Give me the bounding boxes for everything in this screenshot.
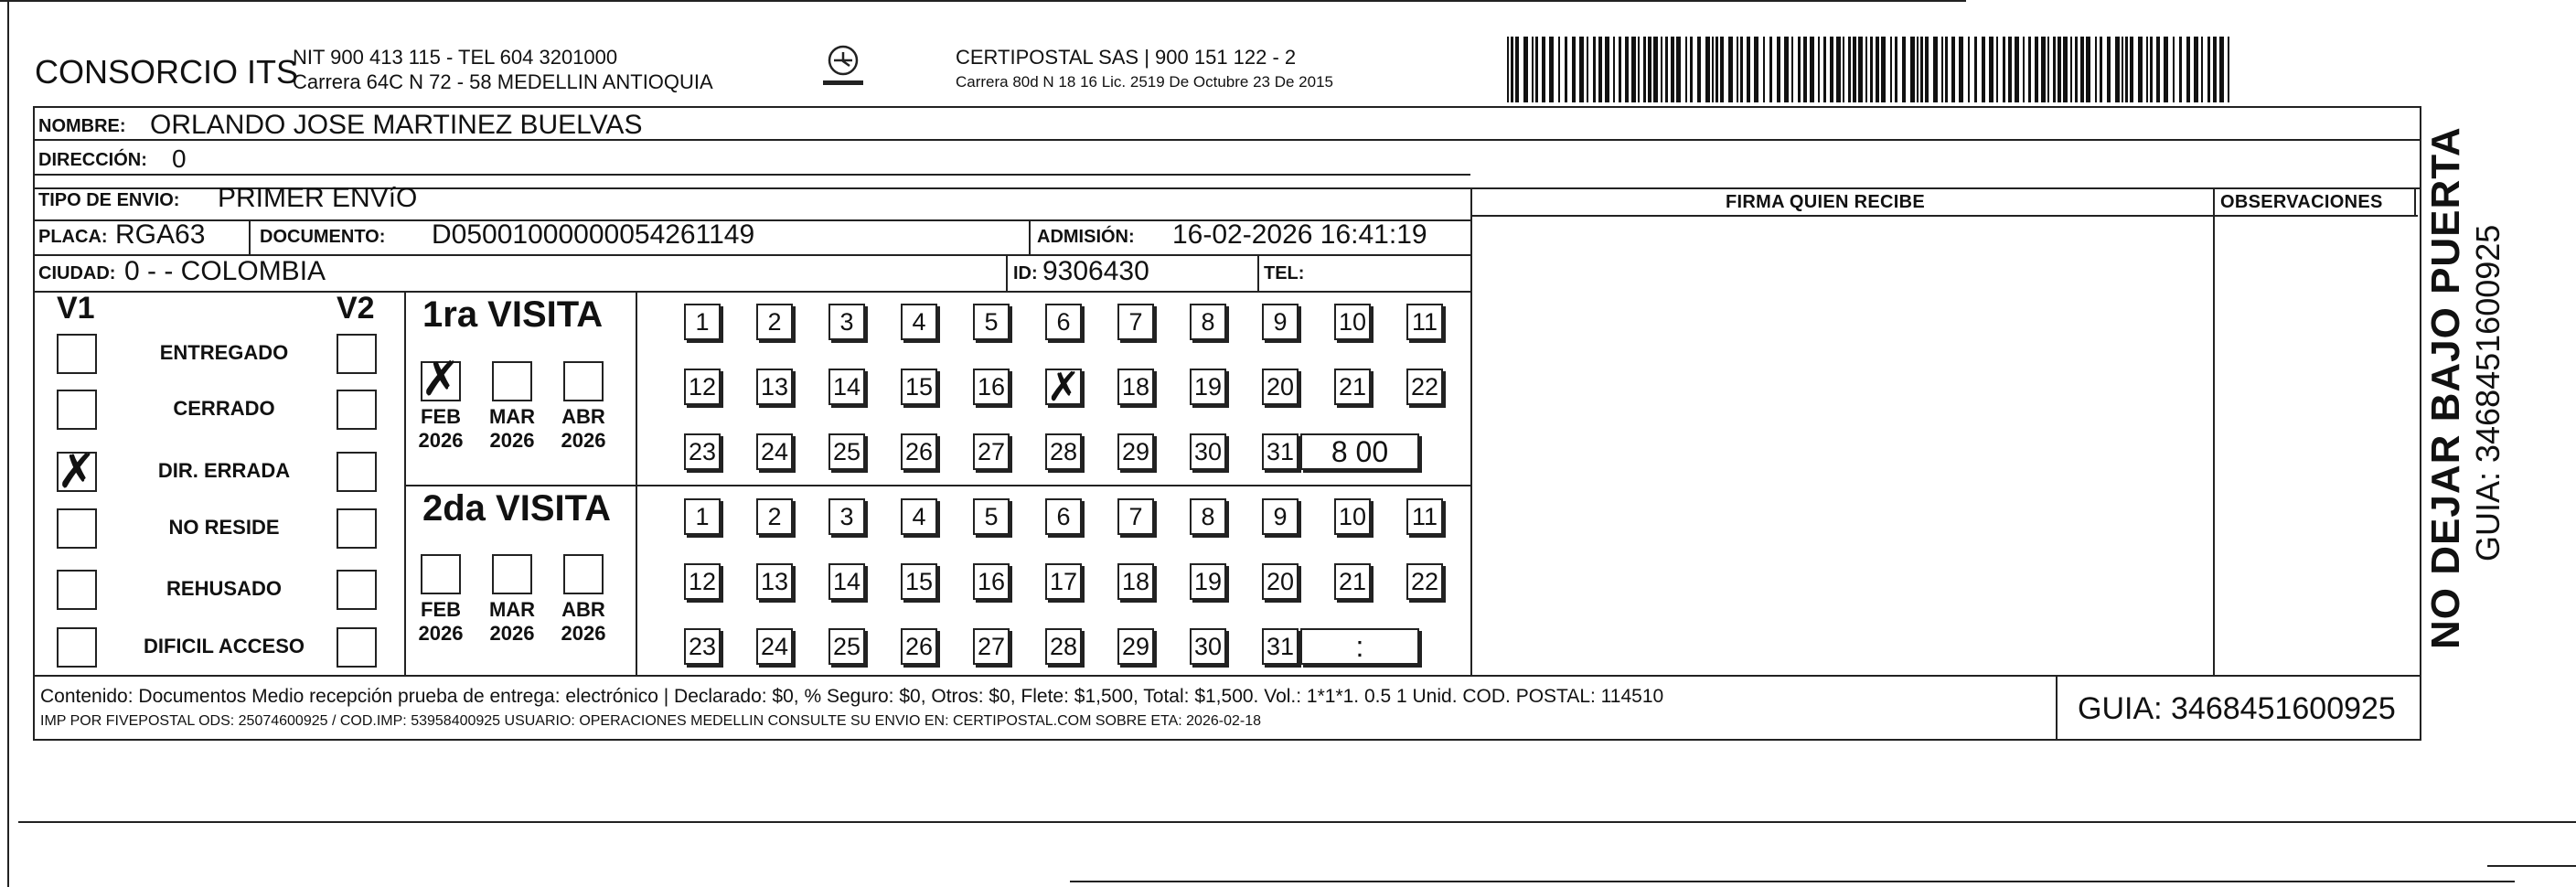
month-checkbox[interactable] xyxy=(492,554,532,594)
placa-label: PLACA: xyxy=(38,227,108,247)
second-visit-title: 2da VISITA xyxy=(422,488,611,529)
nombre-value: ORLANDO JOSE MARTINEZ BUELVAS xyxy=(150,110,643,140)
status-label: ENTREGADO xyxy=(159,341,289,364)
v1-check-mark: ✗ xyxy=(57,444,97,499)
day-box[interactable]: 31 xyxy=(1262,433,1299,470)
month-label: ABR xyxy=(561,598,605,621)
month-checkbox[interactable] xyxy=(563,361,604,401)
day-box[interactable]: 11 xyxy=(1406,498,1443,535)
day-box[interactable]: 27 xyxy=(973,433,1010,470)
first-visit-title: 1ra VISITA xyxy=(422,294,604,335)
v1-checkbox[interactable] xyxy=(57,334,97,374)
month-label: MAR xyxy=(488,598,536,621)
time-box[interactable]: 8 00 xyxy=(1300,433,1419,470)
day-box[interactable]: 18 xyxy=(1117,563,1154,600)
day-box[interactable]: 17 xyxy=(1045,563,1082,600)
day-box[interactable]: 14 xyxy=(828,563,865,600)
day-box[interactable]: 14 xyxy=(828,369,865,405)
top-edge-line xyxy=(0,0,1966,2)
status-label: REHUSADO xyxy=(166,577,282,600)
day-box[interactable]: 8 xyxy=(1190,498,1226,535)
documento-label: DOCUMENTO: xyxy=(260,227,386,247)
v2-label: V2 xyxy=(337,291,375,326)
month-check-mark: ✗ xyxy=(421,352,461,407)
day-box[interactable]: 28 xyxy=(1045,433,1082,470)
day-box[interactable]: 30 xyxy=(1190,433,1226,470)
day-box[interactable]: 10 xyxy=(1334,498,1371,535)
day-box[interactable]: 29 xyxy=(1117,433,1154,470)
certipostal-logo xyxy=(821,44,865,90)
right-bottom-edge xyxy=(2487,865,2576,867)
direccion-label: DIRECCIÓN: xyxy=(38,150,147,170)
day-box[interactable]: 23 xyxy=(684,628,721,665)
day-box[interactable]: 12 xyxy=(684,369,721,405)
tel-label: TEL: xyxy=(1264,263,1305,283)
month-checkbox[interactable] xyxy=(563,554,604,594)
v1-label: V1 xyxy=(57,291,95,326)
day-box[interactable]: 1 xyxy=(684,304,721,340)
day-box[interactable]: 10 xyxy=(1334,304,1371,340)
day-box[interactable]: 11 xyxy=(1406,304,1443,340)
day-box[interactable]: 25 xyxy=(828,628,865,665)
v2-checkbox[interactable] xyxy=(337,390,377,430)
status-label: DIFICIL ACCESO xyxy=(143,635,305,657)
id-label: ID: xyxy=(1013,263,1038,283)
day-box[interactable]: 3 xyxy=(828,304,865,340)
day-box[interactable]: 26 xyxy=(901,433,937,470)
month-year: 2026 xyxy=(489,622,535,645)
day-box[interactable]: 4 xyxy=(901,304,937,340)
day-box[interactable]: 20 xyxy=(1262,563,1299,600)
month-year: 2026 xyxy=(418,622,464,645)
day-box[interactable]: 15 xyxy=(901,563,937,600)
month-checkbox[interactable] xyxy=(421,554,461,594)
admision-label: ADMISIÓN: xyxy=(1037,227,1135,247)
day-box[interactable]: 30 xyxy=(1190,628,1226,665)
day-box[interactable]: 18 xyxy=(1117,369,1154,405)
day-box[interactable]: 3 xyxy=(828,498,865,535)
day-box[interactable]: 7 xyxy=(1117,304,1154,340)
day-box[interactable]: 24 xyxy=(756,433,793,470)
bottom-edge-line xyxy=(1070,881,2515,882)
day-box[interactable]: 9 xyxy=(1262,304,1299,340)
day-box[interactable]: 21 xyxy=(1334,369,1371,405)
v1-checkbox[interactable] xyxy=(57,627,97,668)
lower-margin-line xyxy=(18,821,2576,823)
ciudad-label: CIUDAD: xyxy=(38,263,116,283)
v2-checkbox[interactable] xyxy=(337,570,377,610)
placa-value: RGA63 xyxy=(115,219,206,250)
day-box[interactable]: ✗ xyxy=(1046,364,1081,410)
day-box[interactable]: 22 xyxy=(1406,563,1443,600)
firma-header: FIRMA QUIEN RECIBE xyxy=(1726,192,1925,212)
admision-value: 16-02-2026 16:41:19 xyxy=(1172,219,1427,250)
company-name: CONSORCIO ITS xyxy=(35,53,299,91)
day-box[interactable]: 22 xyxy=(1406,369,1443,405)
day-box[interactable]: 16 xyxy=(973,563,1010,600)
observaciones-header: OBSERVACIONES xyxy=(2220,192,2383,212)
day-box[interactable]: 23 xyxy=(684,433,721,470)
month-checkbox[interactable] xyxy=(492,361,532,401)
v1-checkbox[interactable] xyxy=(57,390,97,430)
day-box[interactable]: 15 xyxy=(901,369,937,405)
day-box[interactable]: 26 xyxy=(901,628,937,665)
no-dejar-bajo-puerta: NO DEJAR BAJO PUERTA xyxy=(2423,126,2468,649)
month-year: 2026 xyxy=(561,622,606,645)
v1-checkbox[interactable] xyxy=(57,570,97,610)
documento-value: D05001000000054261149 xyxy=(432,219,755,250)
left-edge-line xyxy=(7,0,9,887)
day-box[interactable]: 19 xyxy=(1190,563,1226,600)
v2-checkbox[interactable] xyxy=(337,452,377,492)
v1-checkbox[interactable] xyxy=(57,508,97,549)
status-label: CERRADO xyxy=(173,397,275,420)
day-box[interactable]: 6 xyxy=(1045,304,1082,340)
day-box[interactable]: 13 xyxy=(756,369,793,405)
day-box[interactable]: 2 xyxy=(756,304,793,340)
day-box[interactable]: 16 xyxy=(973,369,1010,405)
guia-box-text: GUIA: 3468451600925 xyxy=(2078,691,2396,726)
v2-checkbox[interactable] xyxy=(337,627,377,668)
day-box[interactable]: 25 xyxy=(828,433,865,470)
day-box[interactable]: 8 xyxy=(1190,304,1226,340)
v2-checkbox[interactable] xyxy=(337,508,377,549)
nombre-label: NOMBRE: xyxy=(38,116,126,136)
address-line: Carrera 64C N 72 - 58 MEDELLIN ANTIOQUIA xyxy=(293,70,713,93)
day-box[interactable]: 12 xyxy=(684,563,721,600)
side-text-block xyxy=(2423,18,2551,649)
day-box[interactable]: 1 xyxy=(684,498,721,535)
contenido-line: Contenido: Documentos Medio recepción prueba de entrega: electrónico | Declarado: $0, % Seguro: $0, Otros: $0, Flete: $1,500, Total: $1,500. Vol.: 1*1*1. 0.5 1 Unid. COD. POSTAL: 114510 xyxy=(40,686,1664,707)
month-year: 2026 xyxy=(418,429,464,452)
day-box[interactable]: 24 xyxy=(756,628,793,665)
month-year: 2026 xyxy=(561,429,606,452)
month-year: 2026 xyxy=(489,429,535,452)
month-label: ABR xyxy=(561,405,605,428)
barcode xyxy=(1507,37,2239,102)
day-box[interactable]: 9 xyxy=(1262,498,1299,535)
day-box[interactable]: 31 xyxy=(1262,628,1299,665)
day-box[interactable]: 29 xyxy=(1117,628,1154,665)
day-box[interactable]: 21 xyxy=(1334,563,1371,600)
month-label: FEB xyxy=(421,598,461,621)
day-box[interactable]: 28 xyxy=(1045,628,1082,665)
day-box[interactable]: 5 xyxy=(973,498,1010,535)
day-box[interactable]: 4 xyxy=(901,498,937,535)
day-box[interactable]: 6 xyxy=(1045,498,1082,535)
day-box[interactable]: 2 xyxy=(756,498,793,535)
status-label: NO RESIDE xyxy=(168,516,280,539)
month-label: FEB xyxy=(421,405,461,428)
tipo-label: TIPO DE ENVIO: xyxy=(38,190,180,210)
day-box[interactable]: 19 xyxy=(1190,369,1226,405)
day-box[interactable]: 13 xyxy=(756,563,793,600)
side-guia: GUIA: 3468451600925 xyxy=(2469,224,2507,561)
tipo-value: PRIMER ENVíO xyxy=(218,183,418,213)
day-box[interactable]: 7 xyxy=(1117,498,1154,535)
nit-line: NIT 900 413 115 - TEL 604 3201000 xyxy=(293,46,618,69)
day-box[interactable]: 27 xyxy=(973,628,1010,665)
time-box[interactable]: : xyxy=(1300,628,1419,665)
courier-line: CERTIPOSTAL SAS | 900 151 122 - 2 xyxy=(956,46,1297,69)
status-label: DIR. ERRADA xyxy=(157,459,291,482)
license-line: Carrera 80d N 18 16 Lic. 2519 De Octubre 23 De 2015 xyxy=(956,73,1333,91)
month-label: MAR xyxy=(488,405,536,428)
day-box[interactable]: 5 xyxy=(973,304,1010,340)
imp-line: IMP POR FIVEPOSTAL ODS: 25074600925 / COD.IMP: 53958400925 USUARIO: OPERACIONES MEDELLIN CONSULTE SU ENVIO EN: CERTIPOSTAL.COM SOBRE ETA: 2026-02-18 xyxy=(40,713,1261,729)
id-value: 9306430 xyxy=(1042,256,1149,286)
ciudad-value: 0 - - COLOMBIA xyxy=(124,256,326,286)
v2-checkbox[interactable] xyxy=(337,334,377,374)
day-box[interactable]: 20 xyxy=(1262,369,1299,405)
direccion-value: 0 xyxy=(172,144,187,173)
